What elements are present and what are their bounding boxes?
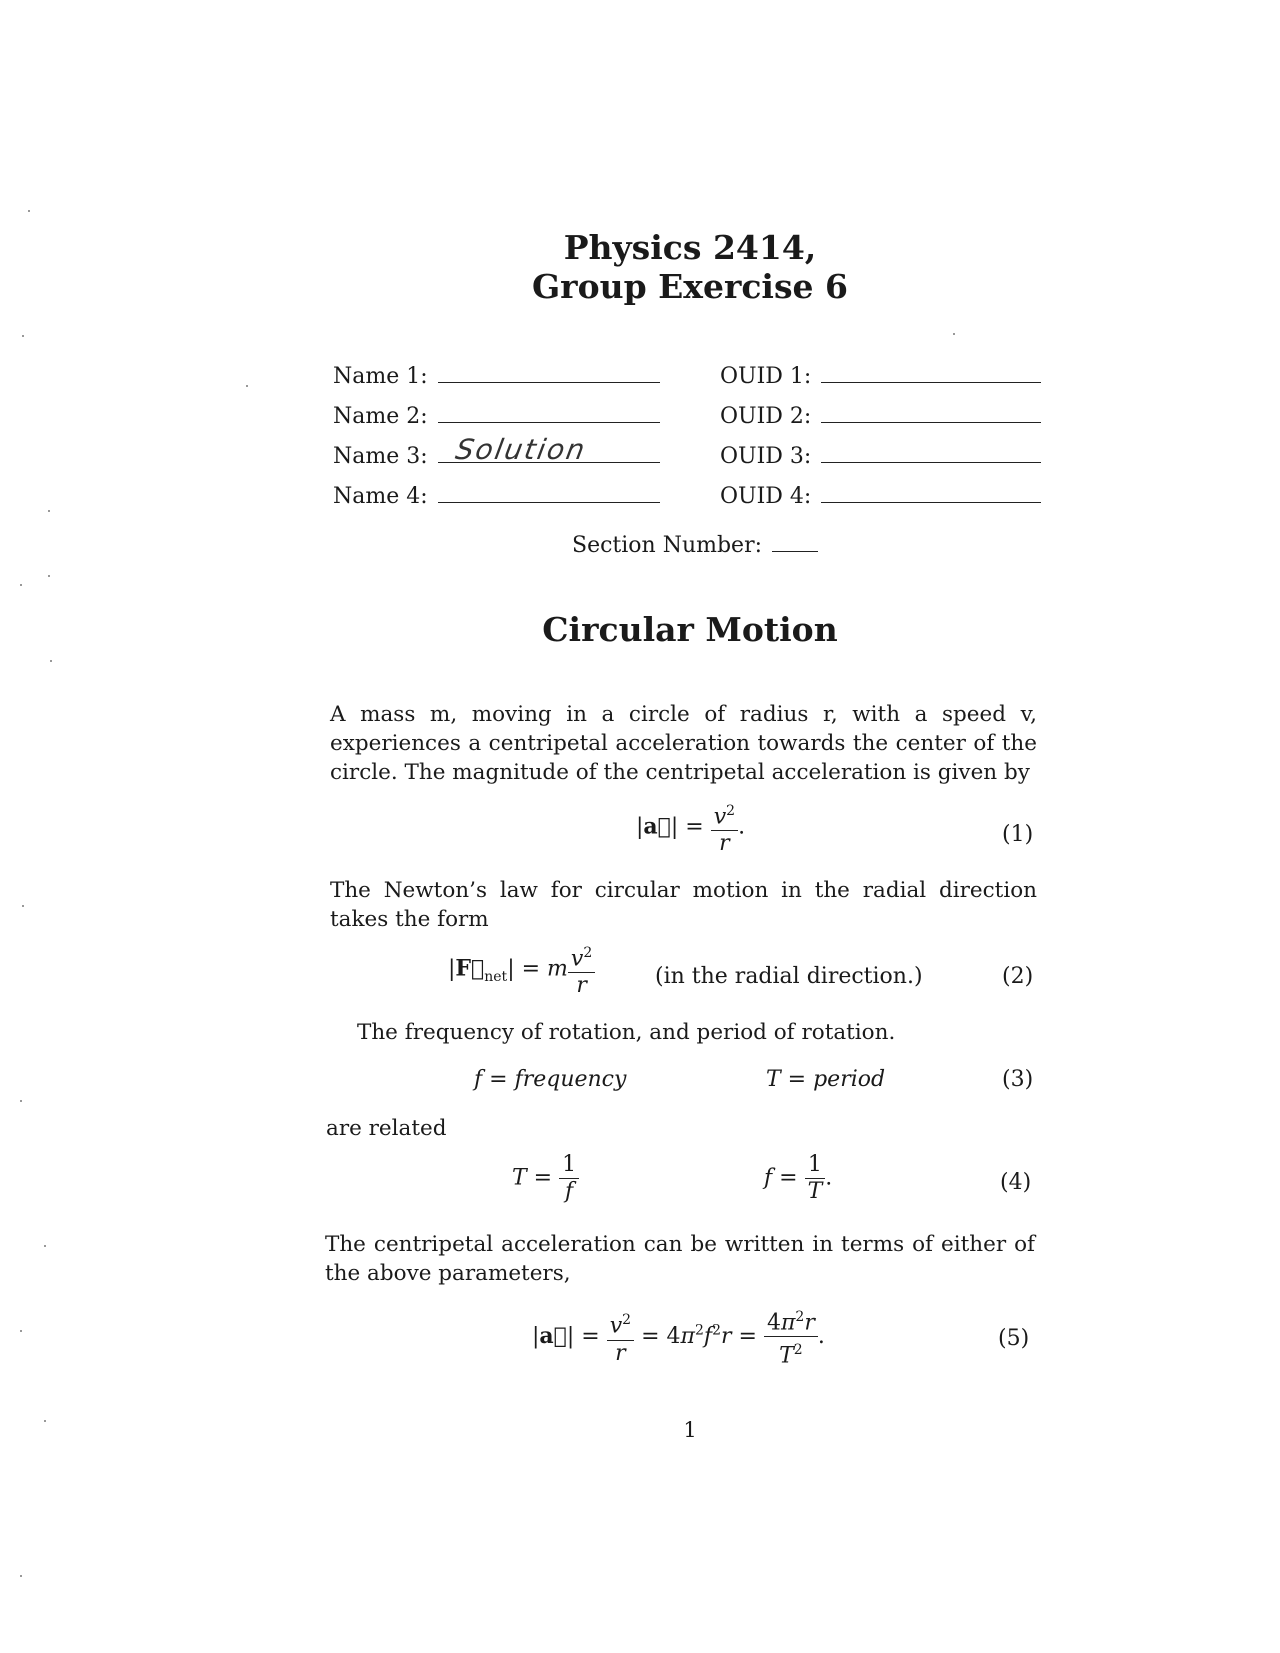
equation-number-4: (4) — [1000, 1170, 1032, 1195]
name-4-field[interactable] — [333, 482, 660, 510]
scan-speck — [953, 333, 955, 335]
scan-speck — [28, 210, 30, 212]
equation-3-right: T = period — [766, 1067, 886, 1092]
section-title: Circular Motion — [542, 610, 838, 649]
equation-4-right: f = $\frac{1}{T}$ . — [764, 1152, 833, 1204]
acceleration-paragraph: The centripetal acceleration can be written in terms of either of the above parameters, — [325, 1232, 1035, 1286]
scan-speck — [20, 1330, 22, 1332]
ouid-1-label: OUID 1: — [720, 364, 812, 389]
equation-2-note: (in the radial direction.) — [655, 964, 923, 989]
scan-speck — [50, 660, 52, 662]
scan-speck — [44, 1420, 46, 1422]
scan-speck — [44, 1245, 46, 1247]
document-title — [0, 228, 1280, 306]
name-3-label: Name 3: — [333, 444, 428, 469]
ouid-3-line[interactable] — [821, 442, 1041, 463]
equation-number-1: (1) — [1002, 822, 1034, 847]
ouid-4-line[interactable] — [821, 482, 1041, 503]
name-1-field[interactable] — [333, 362, 660, 390]
scan-speck — [48, 510, 50, 512]
equation-5: |a⃗| = $\frac{v^2}{r}$ = $4\pi^2f^2r$ = $\frac{4\pi^2r}{T^2}$ . — [532, 1304, 825, 1370]
name-3-line[interactable] — [438, 433, 660, 466]
name-2-label: Name 2: — [333, 404, 428, 429]
scan-speck — [22, 335, 24, 337]
equation-4-left: T = $\frac{1}{f}$ — [512, 1152, 579, 1205]
ouid-3-field[interactable] — [720, 442, 1041, 470]
scan-speck — [20, 1100, 22, 1102]
equation-number-3: (3) — [1002, 1067, 1034, 1092]
name-4-line[interactable] — [438, 482, 660, 503]
section-number-line[interactable] — [772, 531, 818, 552]
scan-speck — [22, 905, 24, 907]
ouid-4-label: OUID 4: — [720, 484, 812, 509]
related-paragraph: are related — [326, 1116, 447, 1141]
ouid-3-label: OUID 3: — [720, 444, 812, 469]
scan-speck — [48, 575, 50, 577]
name-1-line[interactable] — [438, 362, 660, 383]
handwritten-solution: Solution — [452, 433, 589, 466]
ouid-4-field[interactable] — [720, 482, 1041, 510]
equation-1: |a⃗| = $\frac{v^2}{r}$ . — [636, 798, 745, 857]
intro-paragraph: A mass m, moving in a circle of radius r, with a speed v, experiences a centripetal acceleration towards the center of the circle. The magnitude of the centripetal acceleration is given by — [330, 702, 1037, 785]
frequency-paragraph: The frequency of rotation, and period of rotation. — [357, 1020, 896, 1045]
name-2-line[interactable] — [438, 402, 660, 423]
equation-3-left: f = frequency — [474, 1067, 627, 1092]
name-2-field[interactable] — [333, 402, 660, 430]
ouid-2-label: OUID 2: — [720, 404, 812, 429]
name-1-label: Name 1: — [333, 364, 428, 389]
newton-paragraph: The Newton’s law for circular motion in the radial direction takes the form — [330, 878, 1037, 932]
exercise-title: Group Exercise 6 — [532, 267, 848, 306]
equation-number-2: (2) — [1002, 964, 1034, 989]
section-number-field[interactable] — [572, 531, 818, 559]
course-title: Physics 2414, — [563, 228, 817, 267]
scan-speck — [20, 1575, 22, 1577]
page-number: 1 — [683, 1418, 697, 1442]
equation-2: $|F⃗_{net}| = m$ $\frac{v^2}{r}$ — [448, 940, 595, 999]
section-number-label: Section Number: — [572, 533, 763, 558]
scan-speck — [246, 385, 248, 387]
name-4-label: Name 4: — [333, 484, 428, 509]
ouid-1-field[interactable] — [720, 362, 1041, 390]
scan-speck — [20, 584, 22, 586]
equation-number-5: (5) — [998, 1326, 1030, 1351]
name-3-field[interactable] — [333, 433, 660, 470]
ouid-2-line[interactable] — [821, 402, 1041, 423]
ouid-1-line[interactable] — [821, 362, 1041, 383]
ouid-2-field[interactable] — [720, 402, 1041, 430]
